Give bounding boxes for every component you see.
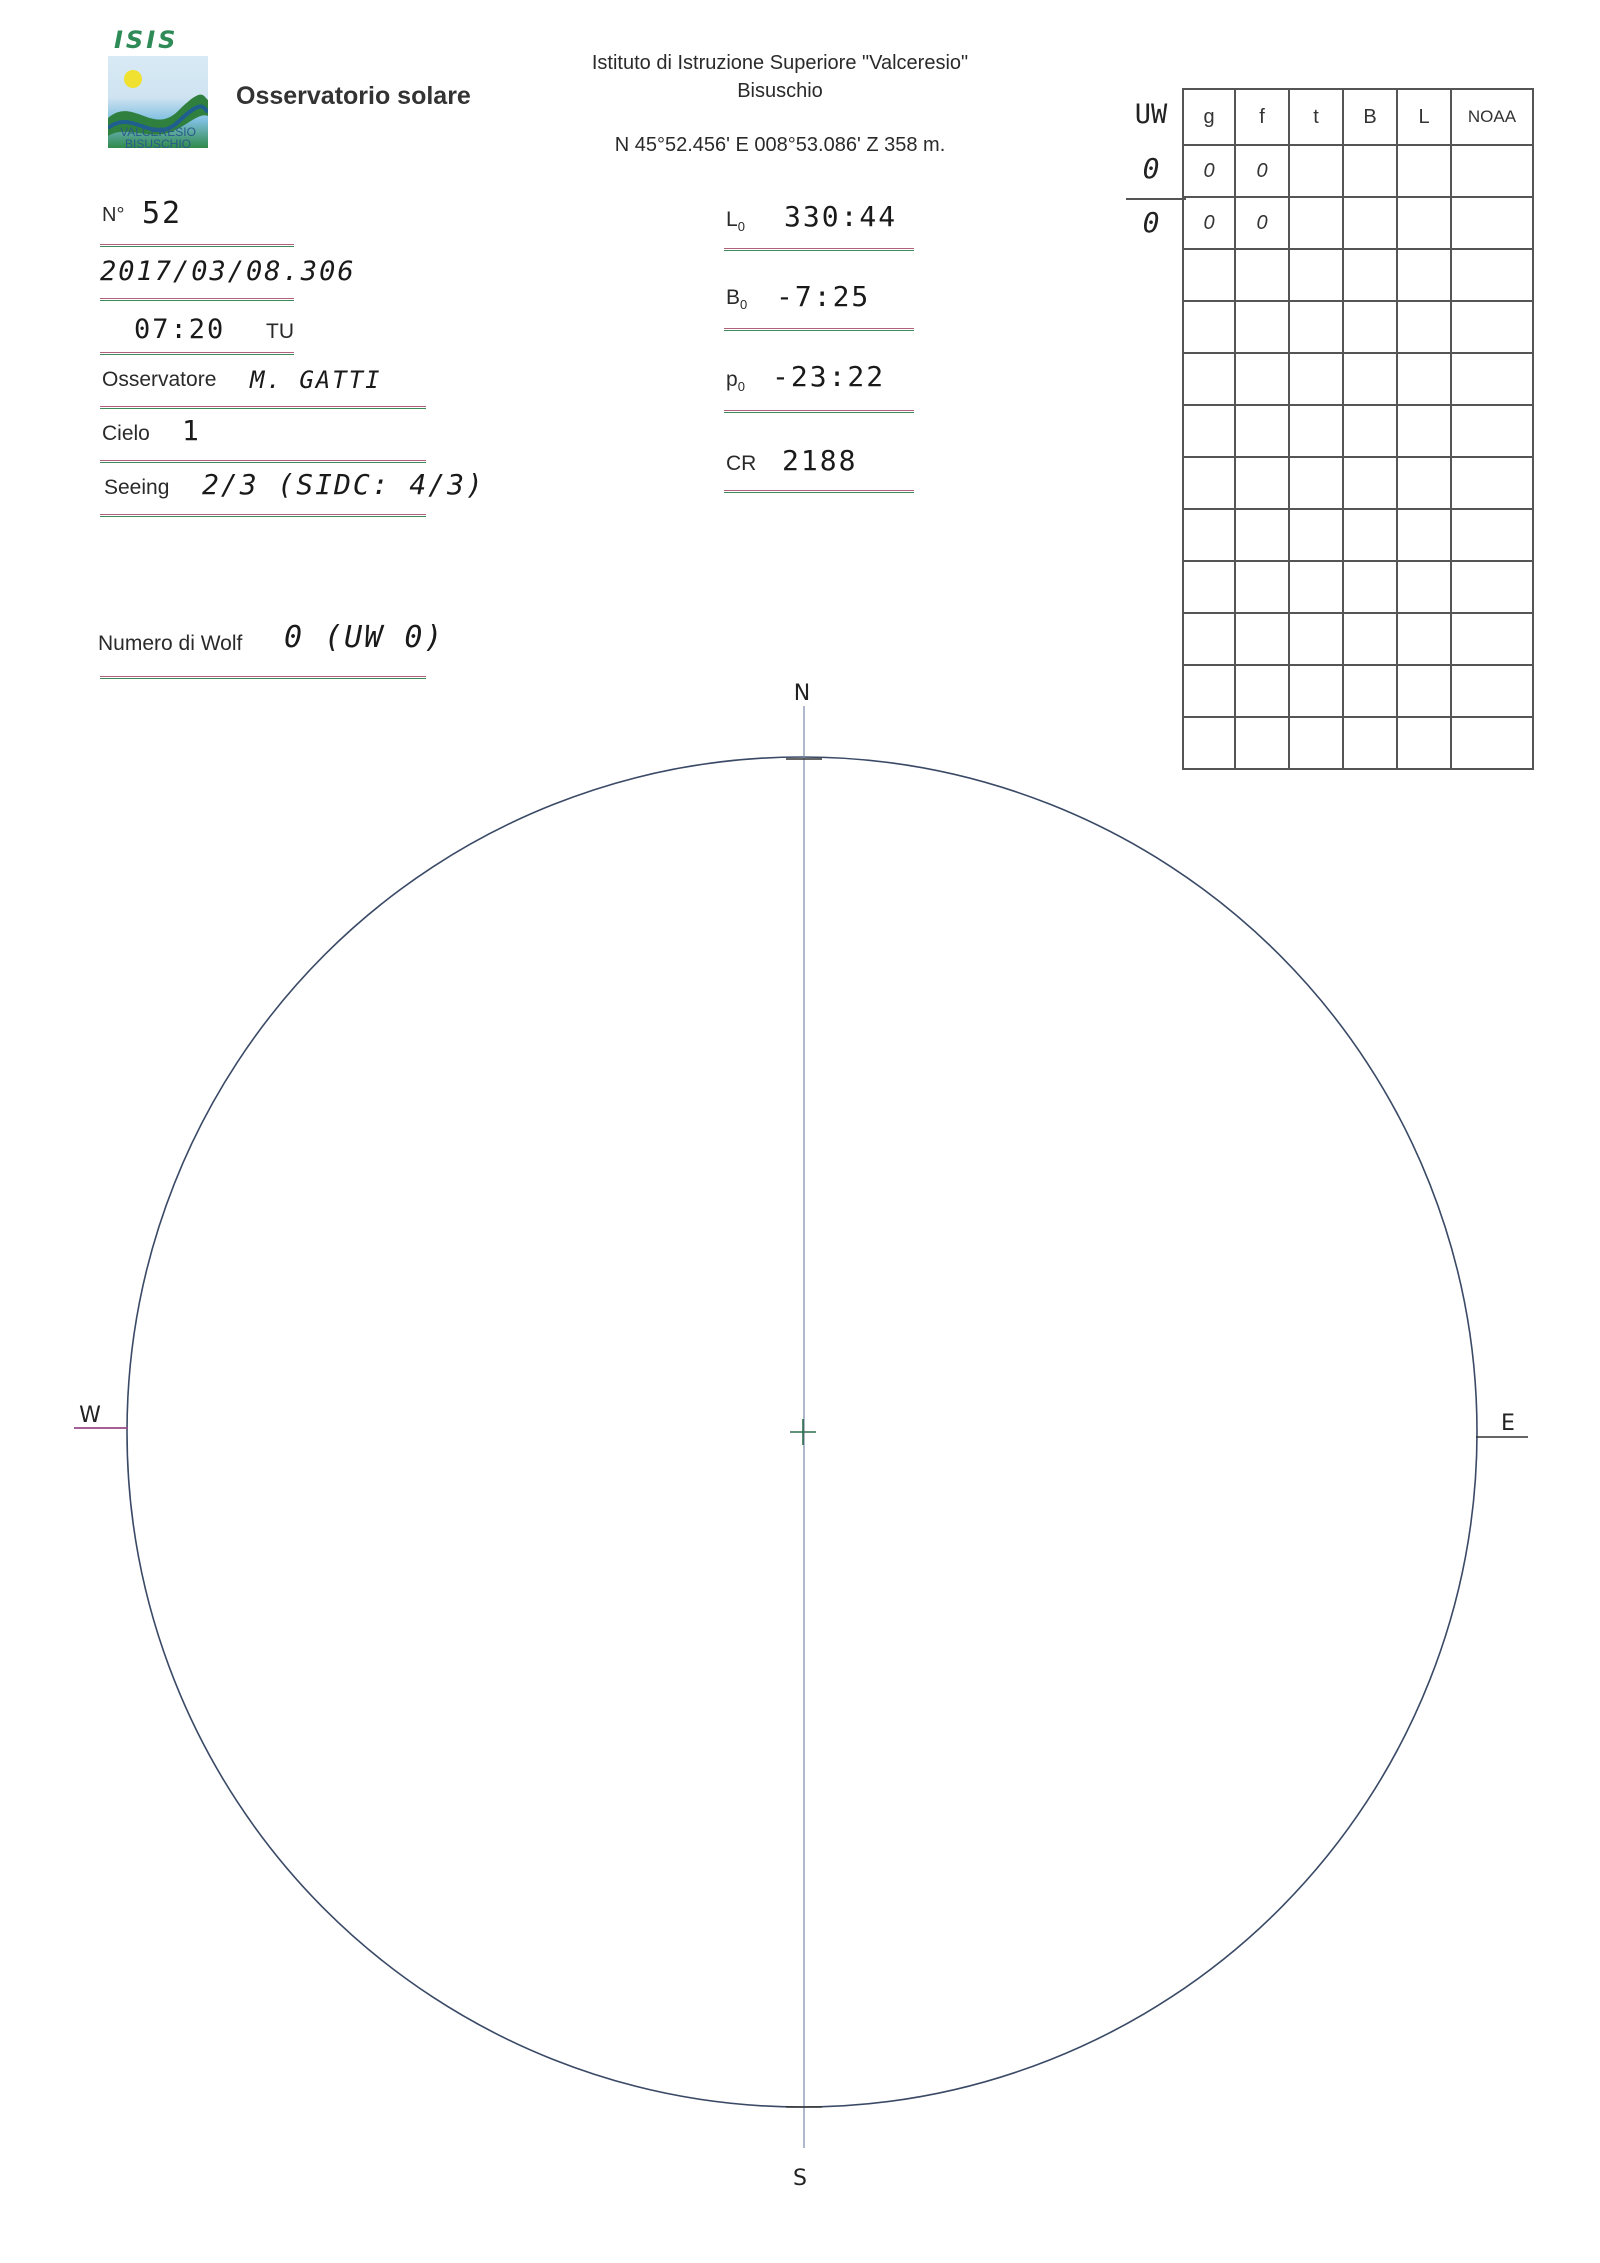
uw-header: UW bbox=[1134, 99, 1168, 130]
header-b: B bbox=[1343, 89, 1397, 145]
header-noaa: NOAA bbox=[1451, 89, 1533, 145]
table-cell: 0 bbox=[1183, 145, 1235, 197]
header-t: t bbox=[1289, 89, 1343, 145]
p0-value: -23:22 bbox=[772, 360, 886, 393]
east-label: E bbox=[1501, 1411, 1515, 1436]
uw-value: 0 bbox=[1142, 206, 1160, 239]
sky-label: Cielo bbox=[102, 422, 150, 445]
time-value: 07:20 bbox=[134, 314, 226, 345]
p0-subscript: 0 bbox=[737, 379, 745, 395]
logo-mark: ISIS bbox=[114, 26, 179, 54]
cr-value: 2188 bbox=[782, 444, 858, 477]
b0-value: -7:25 bbox=[776, 280, 871, 313]
time-unit: TU bbox=[266, 320, 294, 343]
header-l: L bbox=[1397, 89, 1451, 145]
site-coordinates: N 45°52.456' E 008°53.086' Z 358 m. bbox=[614, 134, 946, 156]
number-value: 52 bbox=[142, 196, 183, 231]
institute-town: Bisuschio bbox=[737, 80, 823, 102]
table-cell: 0 bbox=[1183, 197, 1235, 249]
p0-label-text: p bbox=[726, 368, 738, 391]
wolf-label: Numero di Wolf bbox=[98, 632, 243, 655]
south-label: S bbox=[793, 2166, 807, 2191]
header-f: f bbox=[1235, 89, 1289, 145]
uw-value: 0 bbox=[1142, 152, 1160, 185]
l0-label-text: L bbox=[726, 208, 738, 231]
logo-caption-line2: BISUSCHIO bbox=[124, 137, 191, 151]
l0-value: 330:44 bbox=[784, 200, 898, 233]
b0-subscript: 0 bbox=[740, 297, 748, 313]
logo-caption-line1: VALCERESIO bbox=[120, 125, 196, 139]
table-cell: 0 bbox=[1235, 197, 1289, 249]
b0-label-text: B bbox=[726, 286, 741, 309]
table-cell: 0 bbox=[1235, 145, 1289, 197]
observer-value: M. GATTI bbox=[250, 366, 382, 394]
sky-value: 1 bbox=[182, 414, 201, 447]
seeing-label: Seeing bbox=[104, 476, 170, 499]
seeing-value: 2/3 (SIDC: 4/3) bbox=[202, 468, 485, 501]
number-label: N° bbox=[102, 204, 125, 226]
date-value: 2017/03/08.306 bbox=[100, 256, 356, 287]
observer-label: Osservatore bbox=[102, 368, 217, 391]
l0-subscript: 0 bbox=[737, 219, 745, 235]
wolf-value: 0 (UW 0) bbox=[284, 620, 445, 655]
institute-name: Istituto di Istruzione Superiore "Valceresio" bbox=[591, 52, 969, 74]
cr-label: CR bbox=[726, 452, 757, 475]
west-label: W bbox=[79, 1403, 101, 1428]
header-g: g bbox=[1183, 89, 1235, 145]
north-label: N bbox=[793, 681, 811, 706]
observatory-title: Osservatorio solare bbox=[236, 82, 471, 110]
